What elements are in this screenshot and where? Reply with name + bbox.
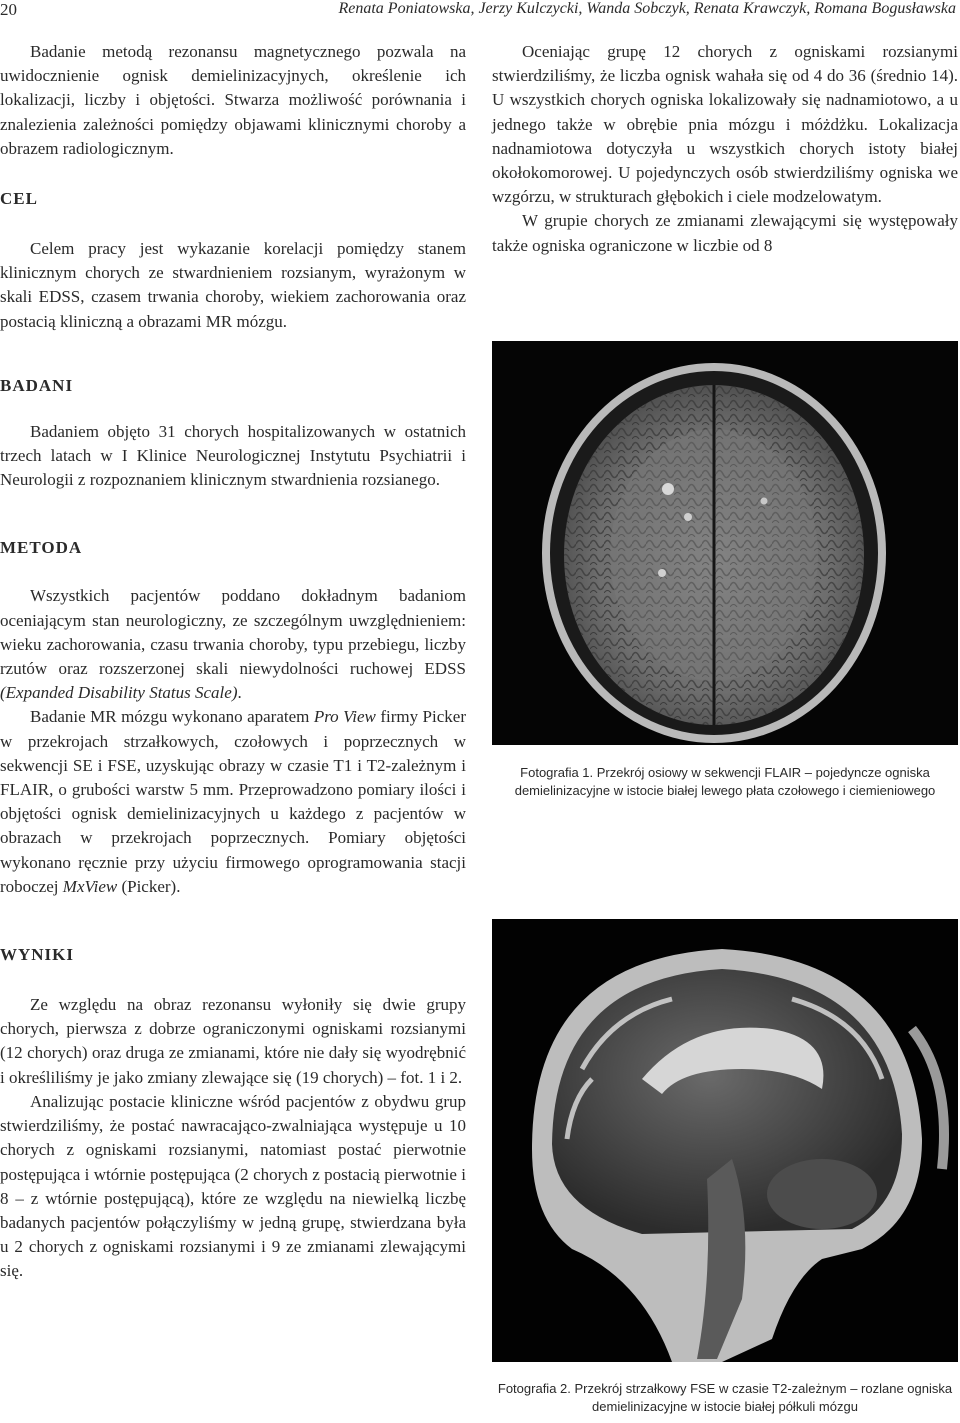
section-heading-cel: CEL [0,189,38,209]
right-paragraph-1: Oceniając grupę 12 chorych z ogniskami rozsianymi stwierdziliśmy, że liczba ognisk wahała się od 4 do 36 (średnio 14). U wszystkich chorych ogniska lokalizowały się nadnamiotowo, a u jednego także w obrębie pnia mózgu i móżdżku. Lokalizacja nadnamiotowa dotyczyła u wszystkich chorych istoty białej okołokomorowej. U pojedynczych osób stwierdziliśmy ogniska we wzgórzu, w strukturach głębokich i ciele modzelowatym. [492,42,958,207]
running-head: Renata Poniatowska, Jerzy Kulczycki, Wanda Sobczyk, Renata Krawczyk, Romana Bogusławska [338,0,956,17]
section-heading-metoda: METODA [0,538,83,558]
section-heading-badani: BADANI [0,375,74,395]
figure-2-sagittal-mri [492,919,958,1362]
intro-paragraph: Badanie metodą rezonansu magnetycznego pozwala na uwidocznienie ognisk demielinizacyjnych, określenie ich lokalizacji, liczby i objętości. Stwarza możliwość porównania i znalezienia zależności pomiędzy objawami klinicznymi choroby a obrazem radiologicznym. [0,42,466,158]
figure-1-axial-mri [492,341,958,745]
wyniki-paragraph-2: Analizując postacie kliniczne wśród pacjentów z obydwu grup stwierdziliśmy, że postać nawracająco-zwalniająca występuje u 10 chorych z ogniskami rozsianymi, natomiast postać pierwotnie postępująca i wtórnie postępująca (2 chorych z postacią pierwotnie i 8 – z wtórnie postępującą), które ze względu na niewielką liczbę badanych pacjentów połączyliśmy w jedną grupę, stwierdzana była u 2 chorych z ogniskami rozsianymi i 9 ze zmianami zlewającymi się. [0,1091,466,1281]
right-column [492,40,958,258]
metoda-paragraph-1: Wszystkich pacjentów poddano dokładnym badaniom oceniającym stan neurologiczny, ze szczególnym uwzględnieniem: wieku zachorowania, czasu trwania choroby, typu przebiegu, liczby rzutów oraz rozszerzonej skali niewydolności ruchowej EDSS (Expanded Disability Status Scale). [0,586,466,703]
section-heading-wyniki: WYNIKI [0,945,75,965]
figure-2-caption: Fotografia 2. Przekrój strzałkowy FSE w czasie T2-zależnym – rozlane ogniska demielinizacyjne w istocie białej półkuli mózgu [497,1381,953,1414]
brain-sagittal-icon [492,919,958,1362]
metoda-paragraph-2: Badanie MR mózgu wykonano aparatem Pro View firmy Picker w przekrojach strzałkowych, czołowych i poprzecznych w sekwencji SE i FSE, uzyskując obrazy w czasie T1 i T2-zależnym i FLAIR, o grubości warstw 5 mm. Przeprowadzono pomiary ilości i objętości ognisk demielinizacyjnych u każdego z pacjentów w obrazach w przekrojach poprzecznych. Pomiary objętości wykonano ręcznie przy użyciu firmowego oprogramowania stacji roboczej MxView (Picker). [0,707,466,896]
badani-paragraph: Badaniem objęto 31 chorych hospitalizowanych w ostatnich trzech latach w I Klinice Neurologicznej Instytutu Psychiatrii i Neurologii z rozpoznaniem klinicznym stwardnienia rozsianego. [0,421,466,490]
page-number: 20 [0,0,17,19]
right-paragraph-2: W grupie chorych ze zmianami zlewającymi się występowały także ogniska ograniczone w liczbie od 8 [492,211,958,255]
cel-paragraph: Celem pracy jest wykazanie korelacji pomiędzy stanem klinicznym chorych ze stwardnieniem rozsianym, wyrażonym w skali EDSS, czasem trwania choroby, wiekiem zachorowania oraz postacią kliniczną a obrazami MR mózgu. [0,239,466,331]
figure-1-caption: Fotografia 1. Przekrój osiowy w sekwencji FLAIR – pojedyncze ogniska demielinizacyjne w istocie białej lewego płata czołowego i ciemieniowego [514,765,936,798]
brain-axial-icon [492,341,958,745]
left-column [0,40,466,1284]
wyniki-paragraph-1: Ze względu na obraz rezonansu wyłoniły się dwie grupy chorych, pierwsza z dobrze ograniczonymi ogniskami rozsianymi (12 chorych) oraz druga ze zmianami, które nie dały się wyodrębnić i określiliśmy je jako zmiany zlewające się (19 chorych) – fot. 1 i 2. [0,995,466,1087]
